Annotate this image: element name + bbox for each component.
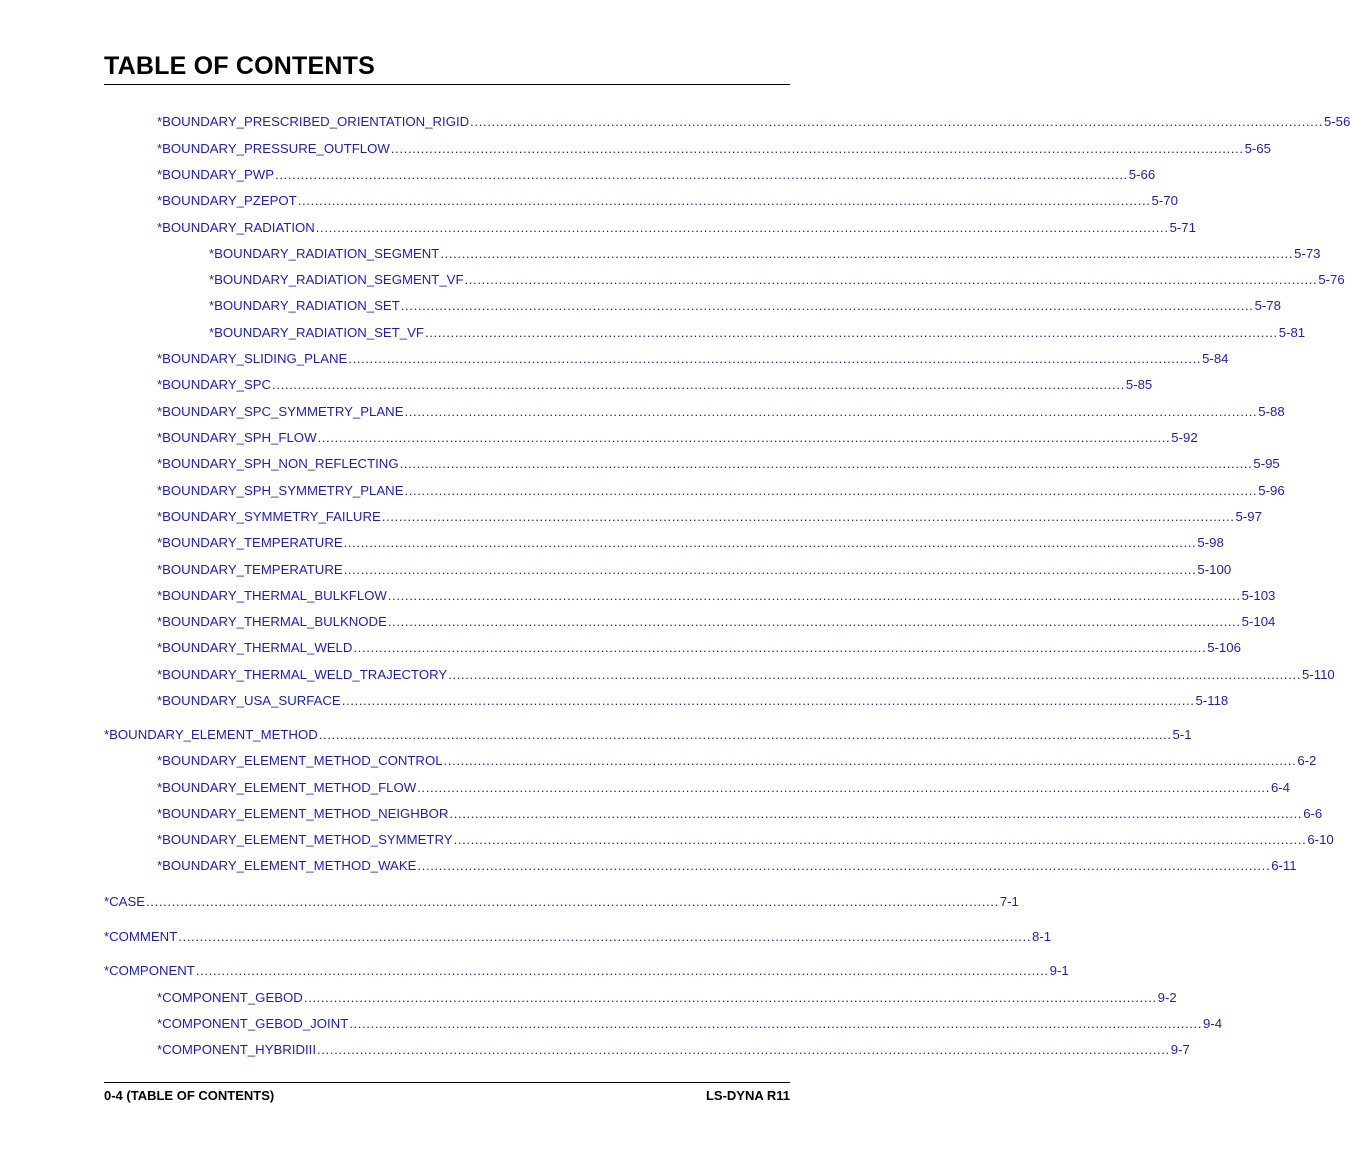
toc-entry[interactable] [157, 780, 1291, 798]
toc-entry[interactable] [157, 753, 1317, 771]
toc-entry-title: *CASE [104, 894, 146, 909]
toc-dot-leader: ........................................................................................................................................................................................................ [303, 990, 1157, 1005]
toc-entry[interactable] [209, 246, 1321, 264]
toc-entry-title: *BOUNDARY_SPH_SYMMETRY_PLANE [157, 483, 404, 498]
toc-entry-page: 6-4 [1270, 780, 1291, 795]
toc-entry-title: *BOUNDARY_SPH_FLOW [157, 430, 317, 445]
toc-dot-leader: ........................................................................................................................................................................................................ [353, 640, 1207, 655]
toc-entry-title: *BOUNDARY_ELEMENT_METHOD_FLOW [157, 780, 417, 795]
toc-entry-page: 6-6 [1303, 806, 1323, 821]
toc-entry[interactable] [209, 325, 1306, 343]
toc-entry-title: *BOUNDARY_RADIATION_SET_VF [209, 325, 424, 340]
toc-entry-title: *BOUNDARY_THERMAL_WELD [157, 640, 353, 655]
toc-entry[interactable] [157, 535, 1224, 553]
toc-entry-page: 5-78 [1254, 298, 1281, 313]
toc-entry-title: *BOUNDARY_SPH_NON_REFLECTING [157, 456, 399, 471]
toc-entry-title: *COMPONENT [104, 963, 195, 978]
toc-entry[interactable] [209, 272, 1345, 290]
toc-entry[interactable] [157, 1016, 1223, 1034]
toc-dot-leader: ........................................................................................................................................................................................................ [449, 806, 1303, 821]
toc-entry[interactable] [104, 727, 1192, 745]
toc-entry-title: *BOUNDARY_ELEMENT_METHOD [104, 727, 318, 742]
toc-entry-page: 7-1 [999, 894, 1019, 909]
toc-entry-page: 5-97 [1235, 509, 1262, 524]
toc-entry[interactable] [157, 456, 1280, 474]
toc-dot-leader: ........................................................................................................................................................................................................ [297, 193, 1151, 208]
toc-entry[interactable] [157, 430, 1198, 448]
toc-dot-leader: ........................................................................................................................................................................................................ [178, 929, 1032, 944]
toc-entry-page: 5-73 [1294, 246, 1321, 261]
toc-entry-page: 6-2 [1297, 753, 1317, 768]
toc-dot-leader: ........................................................................................................................................................................................................ [349, 1016, 1203, 1031]
toc-entry-title: *BOUNDARY_RADIATION [157, 220, 315, 235]
footer-page-label: 0-4 (TABLE OF CONTENTS) [104, 1088, 275, 1103]
toc-entry-title: *COMPONENT_GEBOD [157, 990, 303, 1005]
toc-dot-leader: ........................................................................................................................................................................................................ [387, 614, 1241, 629]
toc-entry-title: *COMMENT [104, 929, 178, 944]
toc-entry-title: *BOUNDARY_PWP [157, 167, 275, 182]
toc-entry-title: *BOUNDARY_RADIATION_SEGMENT_VF [209, 272, 464, 287]
footer-product-label: LS-DYNA R11 [705, 1088, 790, 1103]
toc-dot-leader: ........................................................................................................................................................................................................ [417, 780, 1270, 795]
toc-entry-title: *BOUNDARY_SYMMETRY_FAILURE [157, 509, 381, 524]
toc-entry-page: 5-70 [1151, 193, 1178, 208]
toc-dot-leader: ........................................................................................................................................................................................................ [348, 351, 1202, 366]
toc-dot-leader: ........................................................................................................................................................................................................ [343, 535, 1197, 550]
toc-entry-page: 5-110 [1301, 667, 1335, 682]
toc-entry[interactable] [104, 963, 1069, 981]
toc-entry[interactable] [157, 693, 1229, 711]
toc-entry-title: *BOUNDARY_RADIATION_SEGMENT [209, 246, 440, 261]
toc-dot-leader: ........................................................................................................................................................................................................ [417, 858, 1271, 873]
toc-entry-page: 9-4 [1203, 1016, 1223, 1031]
toc-entry[interactable] [157, 167, 1156, 185]
toc-dot-leader: ........................................................................................................................................................................................................ [470, 114, 1323, 129]
toc-entry[interactable] [157, 640, 1241, 658]
toc-dot-leader: ........................................................................................................................................................................................................ [424, 325, 1278, 340]
toc-entry[interactable] [157, 858, 1297, 876]
toc-dot-leader: ........................................................................................................................................................................................................ [318, 727, 1172, 742]
toc-entry-title: *BOUNDARY_SPC_SYMMETRY_PLANE [157, 404, 404, 419]
toc-dot-leader: ........................................................................................................................................................................................................ [464, 272, 1318, 287]
toc-dot-leader: ........................................................................................................................................................................................................ [390, 141, 1244, 156]
toc-entry-page: 5-88 [1258, 404, 1285, 419]
toc-entry-title: *BOUNDARY_PZEPOT [157, 193, 297, 208]
toc-entry-title: *COMPONENT_HYBRIDIII [157, 1042, 317, 1057]
toc-entry-page: 6-10 [1307, 832, 1334, 847]
toc-entry[interactable] [104, 929, 1052, 947]
toc-entry-title: *BOUNDARY_TEMPERATURE [157, 535, 343, 550]
toc-entry[interactable] [157, 351, 1229, 369]
toc-entry[interactable] [157, 667, 1335, 685]
toc-dot-leader: ........................................................................................................................................................................................................ [448, 667, 1301, 682]
toc-entry-page: 5-95 [1253, 456, 1280, 471]
toc-entry-title: *BOUNDARY_PRESCRIBED_ORIENTATION_RIGID [157, 114, 470, 129]
toc-dot-leader: ........................................................................................................................................................................................................ [343, 562, 1197, 577]
toc-dot-leader: ........................................................................................................................................................................................................ [381, 509, 1235, 524]
toc-entry-page: 5-118 [1195, 693, 1229, 708]
toc-dot-leader: ........................................................................................................................................................................................................ [275, 167, 1128, 182]
toc-entry-title: *BOUNDARY_THERMAL_WELD_TRAJECTORY [157, 667, 448, 682]
toc-entry-page: 5-65 [1244, 141, 1271, 156]
toc-dot-leader: ........................................................................................................................................................................................................ [453, 832, 1307, 847]
toc-entry[interactable] [157, 141, 1271, 159]
toc-dot-leader: ........................................................................................................................................................................................................ [440, 246, 1294, 261]
toc-entry-page: 5-92 [1171, 430, 1198, 445]
toc-entry[interactable] [157, 220, 1196, 238]
toc-entry-page: 9-1 [1049, 963, 1069, 978]
toc-dot-leader: ........................................................................................................................................................................................................ [195, 963, 1049, 978]
toc-dot-leader: ........................................................................................................................................................................................................ [399, 456, 1253, 471]
toc-dot-leader: ........................................................................................................................................................................................................ [443, 753, 1297, 768]
toc-entry-title: *BOUNDARY_ELEMENT_METHOD_WAKE [157, 858, 417, 873]
toc-entry[interactable] [157, 193, 1178, 211]
toc-entry[interactable] [157, 377, 1153, 395]
toc-entry-title: *BOUNDARY_RADIATION_SET [209, 298, 400, 313]
toc-entry-title: *BOUNDARY_PRESSURE_OUTFLOW [157, 141, 390, 156]
toc-entry[interactable] [157, 832, 1334, 850]
toc-entry[interactable] [157, 806, 1323, 824]
toc-entry-title: *BOUNDARY_ELEMENT_METHOD_NEIGHBOR [157, 806, 449, 821]
toc-entry-title: *BOUNDARY_SLIDING_PLANE [157, 351, 348, 366]
toc-entry[interactable] [157, 1042, 1190, 1060]
toc-entry-page: 5-106 [1207, 640, 1241, 655]
toc-entry-page: 9-7 [1170, 1042, 1190, 1057]
toc-entry-title: *BOUNDARY_THERMAL_BULKFLOW [157, 588, 387, 603]
toc-entry-title: *BOUNDARY_THERMAL_BULKNODE [157, 614, 387, 629]
toc-entry-page: 5-76 [1318, 272, 1345, 287]
toc-entry[interactable] [104, 894, 1019, 912]
page-title: TABLE OF CONTENTS [104, 52, 375, 80]
toc-dot-leader: ........................................................................................................................................................................................................ [387, 588, 1241, 603]
toc-entry[interactable] [209, 298, 1281, 316]
toc-entry-page: 5-84 [1202, 351, 1229, 366]
toc-entry-page: 5-103 [1241, 588, 1276, 603]
toc-entry-page: 5-100 [1197, 562, 1232, 577]
toc-entry-page: 5-98 [1197, 535, 1224, 550]
toc-dot-leader: ........................................................................................................................................................................................................ [317, 430, 1171, 445]
toc-entry[interactable] [157, 404, 1285, 422]
toc-entry-page: 5-104 [1241, 614, 1276, 629]
toc-entry-page: 5-56 [1323, 114, 1350, 129]
toc-entry-page: 5-66 [1128, 167, 1156, 182]
toc-entry-page: 6-11 [1271, 858, 1297, 873]
toc-entry[interactable] [157, 562, 1232, 580]
toc-entry-page: 5-96 [1258, 483, 1285, 498]
toc-entry-title: *BOUNDARY_ELEMENT_METHOD_CONTROL [157, 753, 443, 768]
toc-dot-leader: ........................................................................................................................................................................................................ [404, 483, 1258, 498]
toc-entry[interactable] [157, 990, 1177, 1008]
toc-entry-page: 5-71 [1169, 220, 1196, 235]
toc-entry[interactable] [157, 614, 1276, 632]
toc-entry-page: 5-85 [1125, 377, 1153, 392]
toc-dot-leader: ........................................................................................................................................................................................................ [272, 377, 1125, 392]
toc-dot-leader: ........................................................................................................................................................................................................ [400, 298, 1254, 313]
toc-entry-title: *BOUNDARY_ELEMENT_METHOD_SYMMETRY [157, 832, 453, 847]
toc-entry[interactable] [157, 588, 1276, 606]
toc-entry-page: 5-81 [1278, 325, 1306, 340]
toc-entry-page: 8-1 [1032, 929, 1052, 944]
toc-dot-leader: ........................................................................................................................................................................................................ [146, 894, 999, 909]
toc-entry-title: *COMPONENT_GEBOD_JOINT [157, 1016, 349, 1031]
toc-entry[interactable] [157, 114, 1350, 132]
toc-entry[interactable] [157, 509, 1262, 527]
toc-dot-leader: ........................................................................................................................................................................................................ [315, 220, 1169, 235]
toc-entry-page: 5-1 [1172, 727, 1192, 742]
toc-entry[interactable] [157, 483, 1285, 501]
toc-entry-page: 9-2 [1157, 990, 1177, 1005]
toc-dot-leader: ........................................................................................................................................................................................................ [404, 404, 1258, 419]
toc-entry-title: *BOUNDARY_SPC [157, 377, 272, 392]
toc-entry-title: *BOUNDARY_USA_SURFACE [157, 693, 341, 708]
toc-dot-leader: ........................................................................................................................................................................................................ [317, 1042, 1170, 1057]
footer-rule [104, 1082, 790, 1083]
toc-dot-leader: ........................................................................................................................................................................................................ [341, 693, 1195, 708]
toc-entry-title: *BOUNDARY_TEMPERATURE [157, 562, 343, 577]
